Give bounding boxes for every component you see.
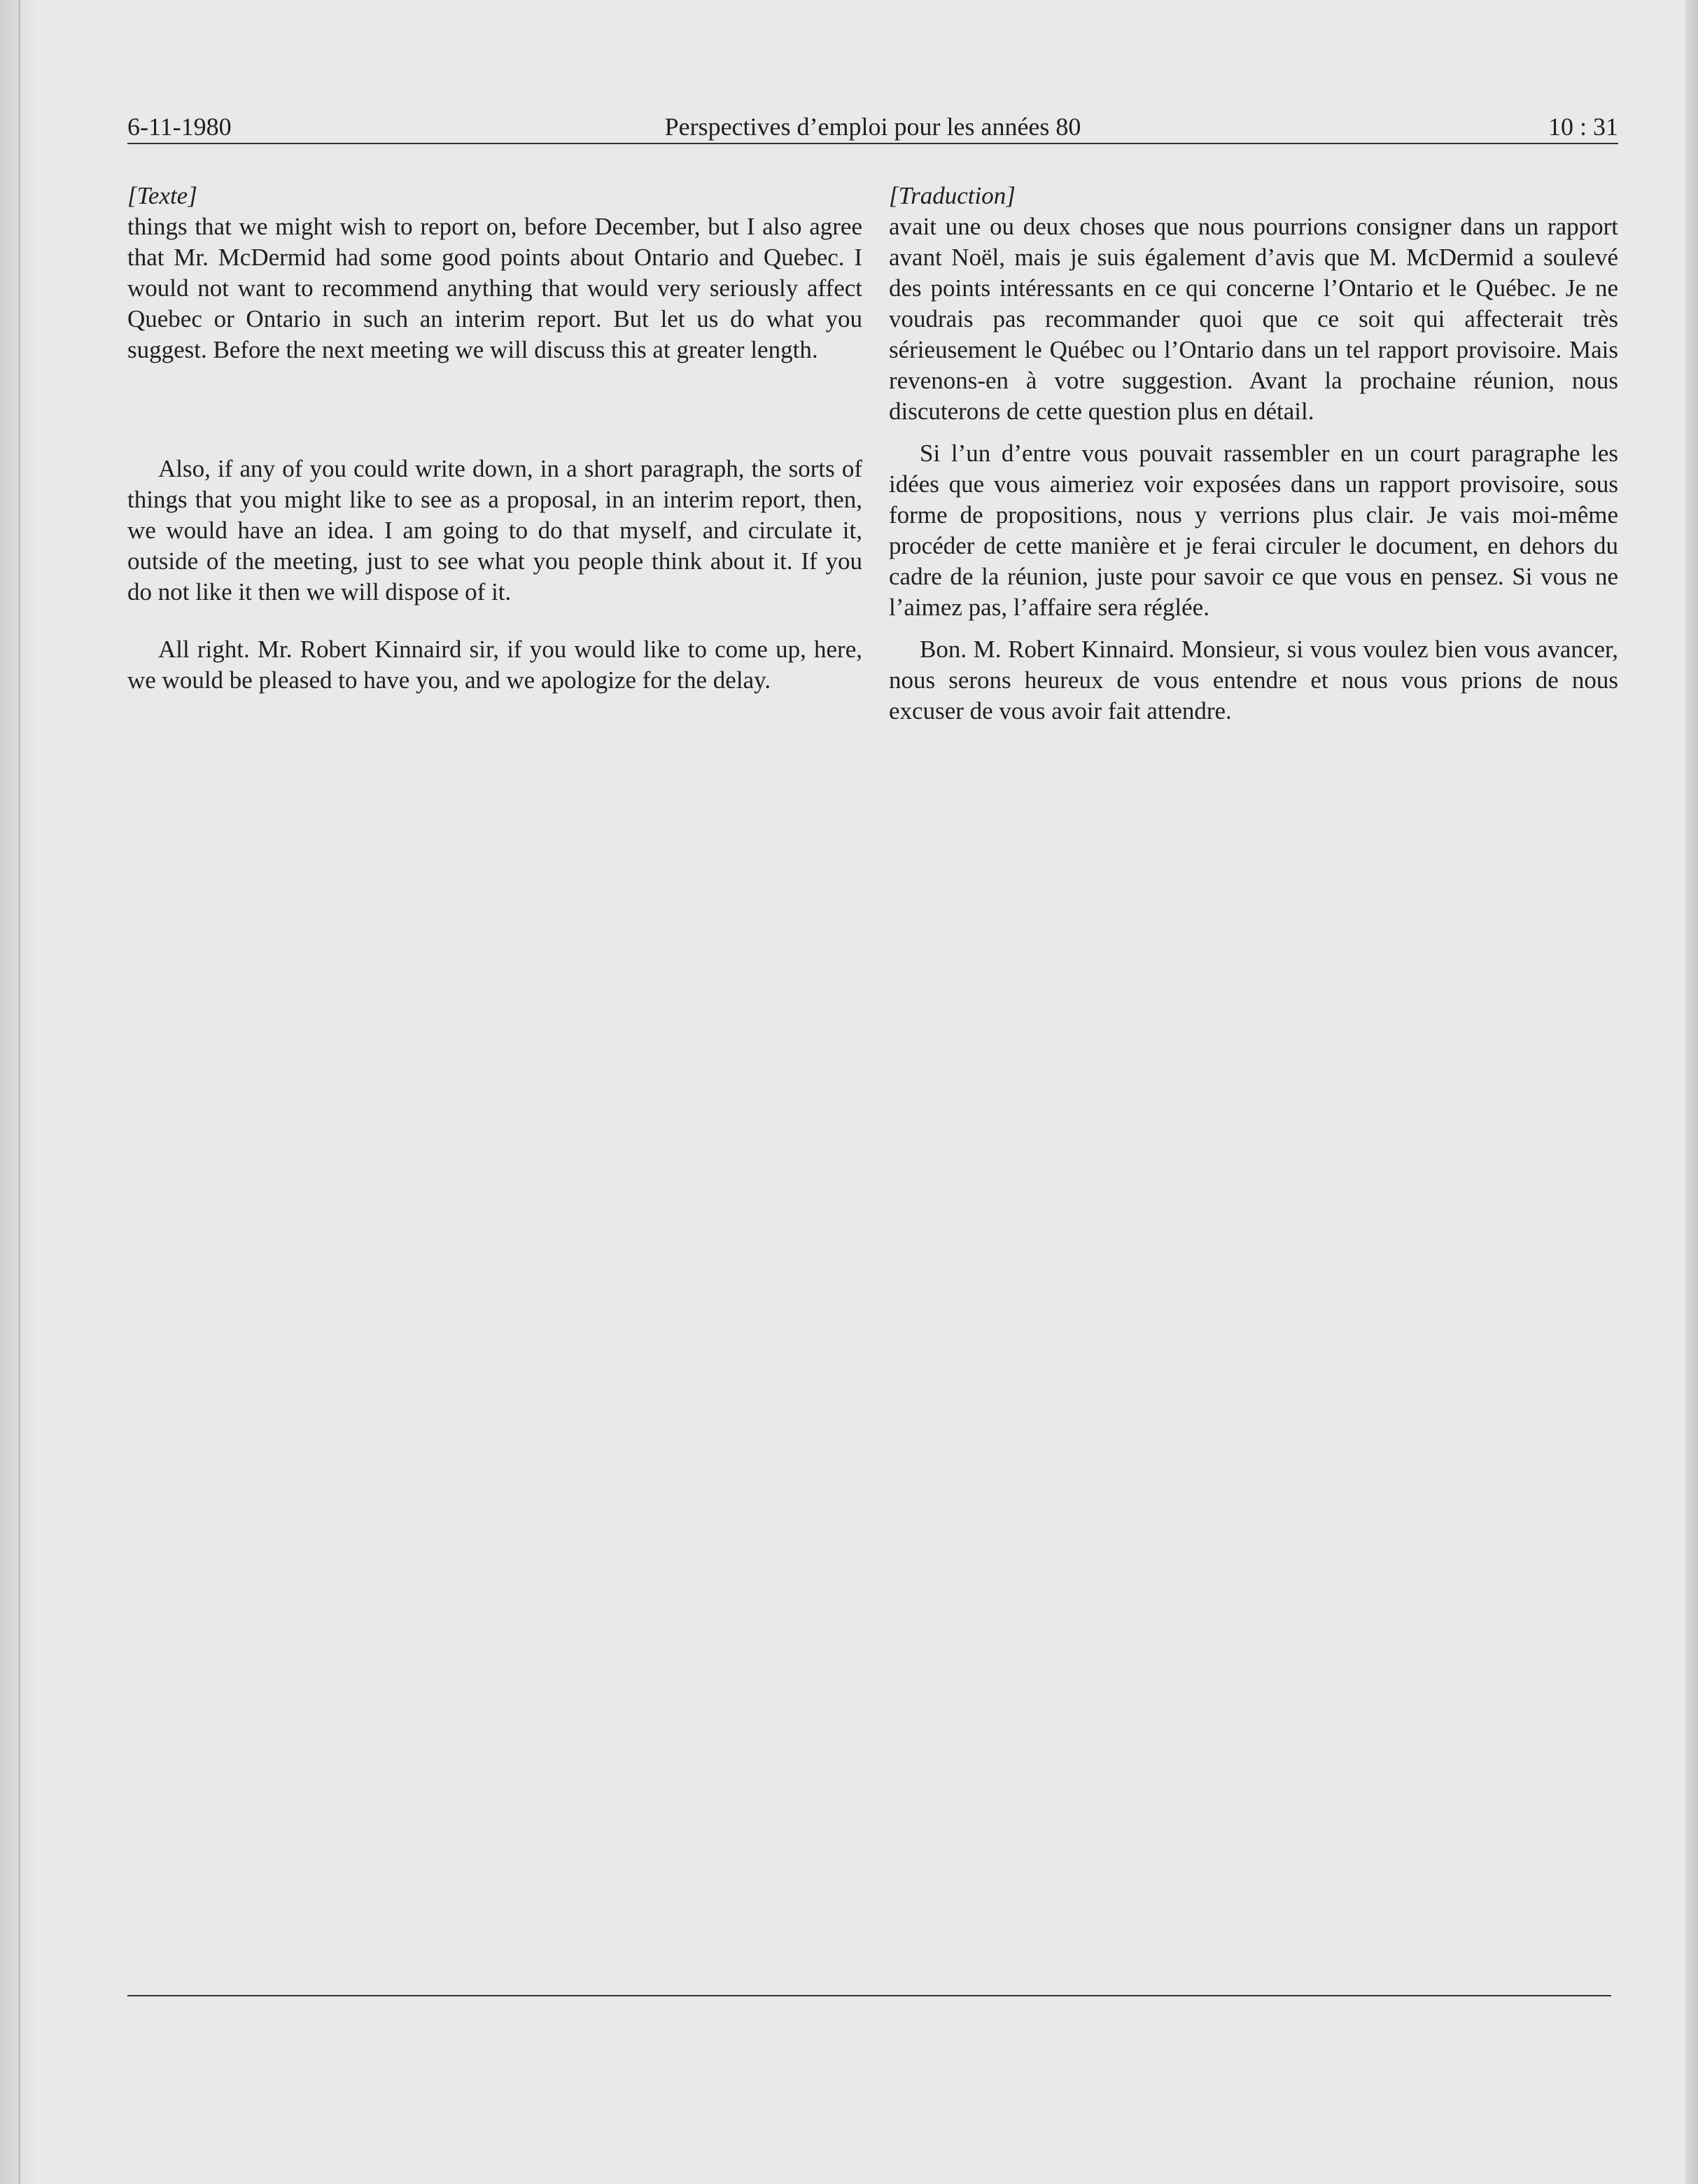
binding-strip (18, 0, 20, 2184)
header-date: 6-11-1980 (127, 113, 232, 141)
running-header (127, 106, 1618, 144)
header-page-number: 10 : 31 (1548, 113, 1618, 141)
paragraph: avait une ou deux choses que nous pourrions consigner dans un rapport avant Noël, mais je suis également d’avis que M. McDermid a soulevé des points intéressants en ce qui concerne l’Ontario et le Québec. Je ne voudrais pas recommander quoi que ce soit qui affecterait très sérieusement le Québec ou l’Ontario dans un tel rapport provisoire. Mais revenons-en à votre suggestion. Avant la prochaine réunion, nous discuterons de cette question plus en détail. (889, 213, 1618, 425)
column-tag: [Texte] (127, 182, 197, 209)
paragraph: things that we might wish to report on, before December, but I also agree that Mr. McDermid had some good points about Ontario and Quebec. I would not want to recommend anything that would very seriously affect Quebec or Ontario in such an interim report. But let us do what you suggest. Before the next meeting we will discuss this at greater length. (127, 213, 862, 363)
paragraph: Si l’un d’entre vous pouvait rassembler en un court paragraphe les idées que vous aimeriez voir exposées dans un rapport provisoire, sous forme de propositions, nous y verrions plus clair. Je vais moi-même procéder de cette manière et je ferai circuler le document, en dehors du cadre de la réunion, juste pour savoir ce que vous en pensez. Si vous ne l’aimez pas, l’affaire sera réglée. (889, 440, 1618, 621)
bottom-rule (127, 1995, 1611, 1996)
header-title: Perspectives d’emploi pour les années 80 (664, 113, 1081, 141)
column-tag: [Traduction] (889, 182, 1016, 209)
page-right-edge (1685, 0, 1698, 2184)
paragraph: Bon. M. Robert Kinnaird. Monsieur, si vous voulez bien vous avancer, nous serons heureux de vous entendre et nous vous prions de nous excuser de vous avoir fait attendre. (889, 636, 1618, 724)
english-column (127, 181, 862, 696)
binding-edge (0, 0, 42, 2184)
french-column (889, 181, 1618, 727)
paragraph: All right. Mr. Robert Kinnaird sir, if you would like to come up, here, we would be pleased to have you, and we apologize for the delay. (127, 636, 862, 694)
paragraph: Also, if any of you could write down, in a short paragraph, the sorts of things that you might like to see as a proposal, in an interim report, then, we would have an idea. I am going to do that myself, and circulate it, outside of the meeting, just to see what you people think about it. If you do not like it then we will dispose of it. (127, 455, 862, 606)
